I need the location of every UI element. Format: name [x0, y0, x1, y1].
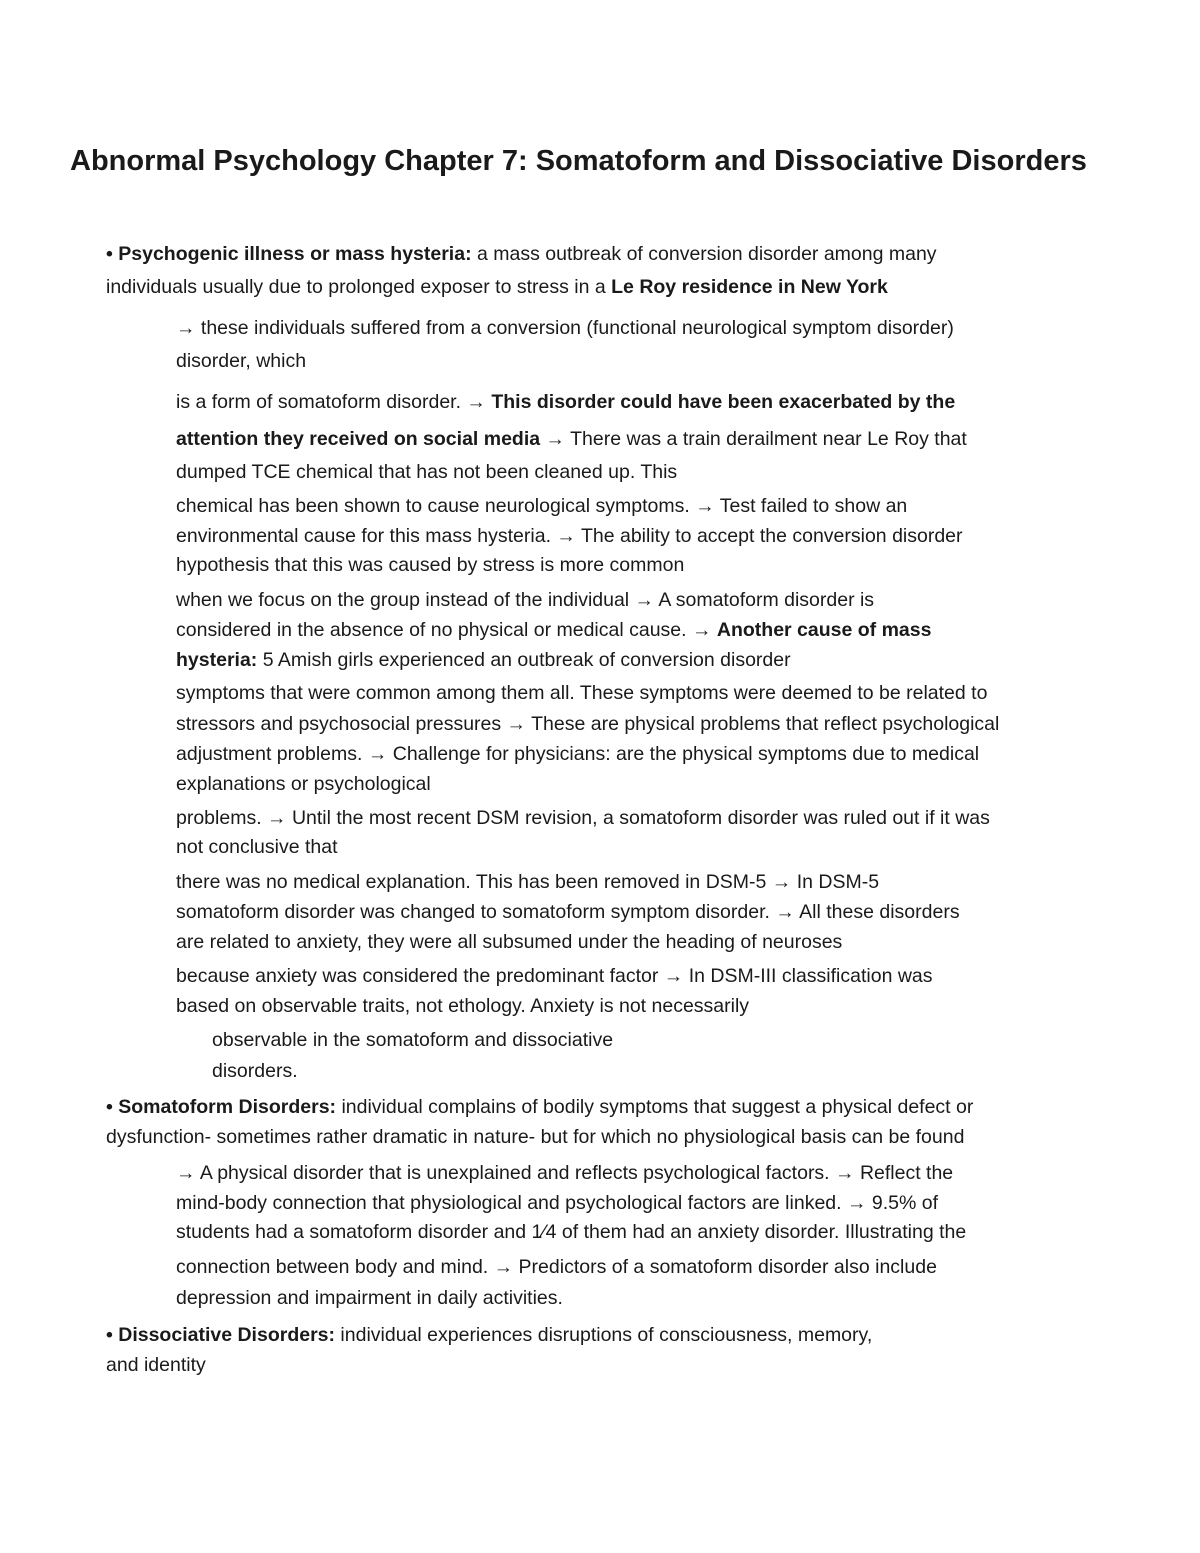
text-line: environmental cause for this mass hysteria. → The ability to accept the conversion disorder	[176, 525, 963, 547]
text-line: dysfunction- sometimes rather dramatic in nature- but for which no physiological basis can be found	[106, 1126, 965, 1148]
text-line: not conclusive that	[176, 836, 338, 858]
text-line: observable in the somatoform and dissociative	[212, 1029, 614, 1051]
document-title: Abnormal Psychology Chapter 7: Somatoform and Dissociative Disorders	[70, 145, 1087, 177]
text-line: because anxiety was considered the predominant factor → In DSM-III classification was	[176, 965, 933, 987]
text-line: symptoms that were common among them all. These symptoms were deemed to be related to	[176, 682, 988, 704]
text-line: dumped TCE chemical that has not been cleaned up. This	[176, 461, 678, 483]
text-line: adjustment problems. → Challenge for physicians: are the physical symptoms due to medical	[176, 743, 980, 765]
text-line: chemical has been shown to cause neurological symptoms. → Test failed to show an	[176, 495, 908, 517]
text-line: depression and impairment in daily activities.	[176, 1287, 563, 1309]
text-line: mind-body connection that physiological and psychological factors are linked. → 9.5% of	[176, 1192, 939, 1214]
text-line: stressors and psychosocial pressures → These are physical problems that reflect psychological	[176, 713, 1000, 735]
text-line: students had a somatoform disorder and 1⁄4 of them had an anxiety disorder. Illustrating the	[176, 1221, 967, 1243]
text-line: explanations or psychological	[176, 773, 431, 795]
text-line: somatoform disorder was changed to somatoform symptom disorder. → All these disorders	[176, 901, 960, 923]
bullet-psychogenic-illness: • Psychogenic illness or mass hysteria: a mass outbreak of conversion disorder among many	[106, 243, 937, 265]
text-line: disorders.	[212, 1060, 298, 1082]
text-line: when we focus on the group instead of the individual → A somatoform disorder is	[176, 589, 875, 611]
bullet-somatoform-disorders: • Somatoform Disorders: individual complains of bodily symptoms that suggest a physical defect or	[106, 1096, 974, 1118]
text-line: and identity	[106, 1354, 206, 1376]
text-line: disorder, which	[176, 350, 307, 372]
text-line: considered in the absence of no physical or medical cause. → Another cause of mass	[176, 619, 932, 641]
text-line: connection between body and mind. → Predictors of a somatoform disorder also include	[176, 1256, 937, 1278]
text-line: individuals usually due to prolonged exposer to stress in a Le Roy residence in New York	[106, 276, 888, 298]
text-line: → A physical disorder that is unexplained and reflects psychological factors. → Reflect the	[176, 1162, 954, 1184]
text-line: problems. → Until the most recent DSM revision, a somatoform disorder was ruled out if it was	[176, 807, 990, 829]
text-line: → these individuals suffered from a conversion (functional neurological symptom disorder)	[176, 317, 954, 339]
text-line: attention they received on social media → There was a train derailment near Le Roy that	[176, 428, 967, 450]
text-line: hysteria: 5 Amish girls experienced an outbreak of conversion disorder	[176, 649, 791, 671]
text-line: is a form of somatoform disorder. → This disorder could have been exacerbated by the	[176, 391, 956, 413]
text-line: based on observable traits, not ethology. Anxiety is not necessarily	[176, 995, 750, 1017]
text-line: are related to anxiety, they were all subsumed under the heading of neuroses	[176, 931, 843, 953]
bullet-dissociative-disorders: • Dissociative Disorders: individual experiences disruptions of consciousness, memory,	[106, 1324, 873, 1346]
text-line: hypothesis that this was caused by stress is more common	[176, 554, 685, 576]
text-line: there was no medical explanation. This has been removed in DSM-5 → In DSM-5	[176, 871, 880, 893]
